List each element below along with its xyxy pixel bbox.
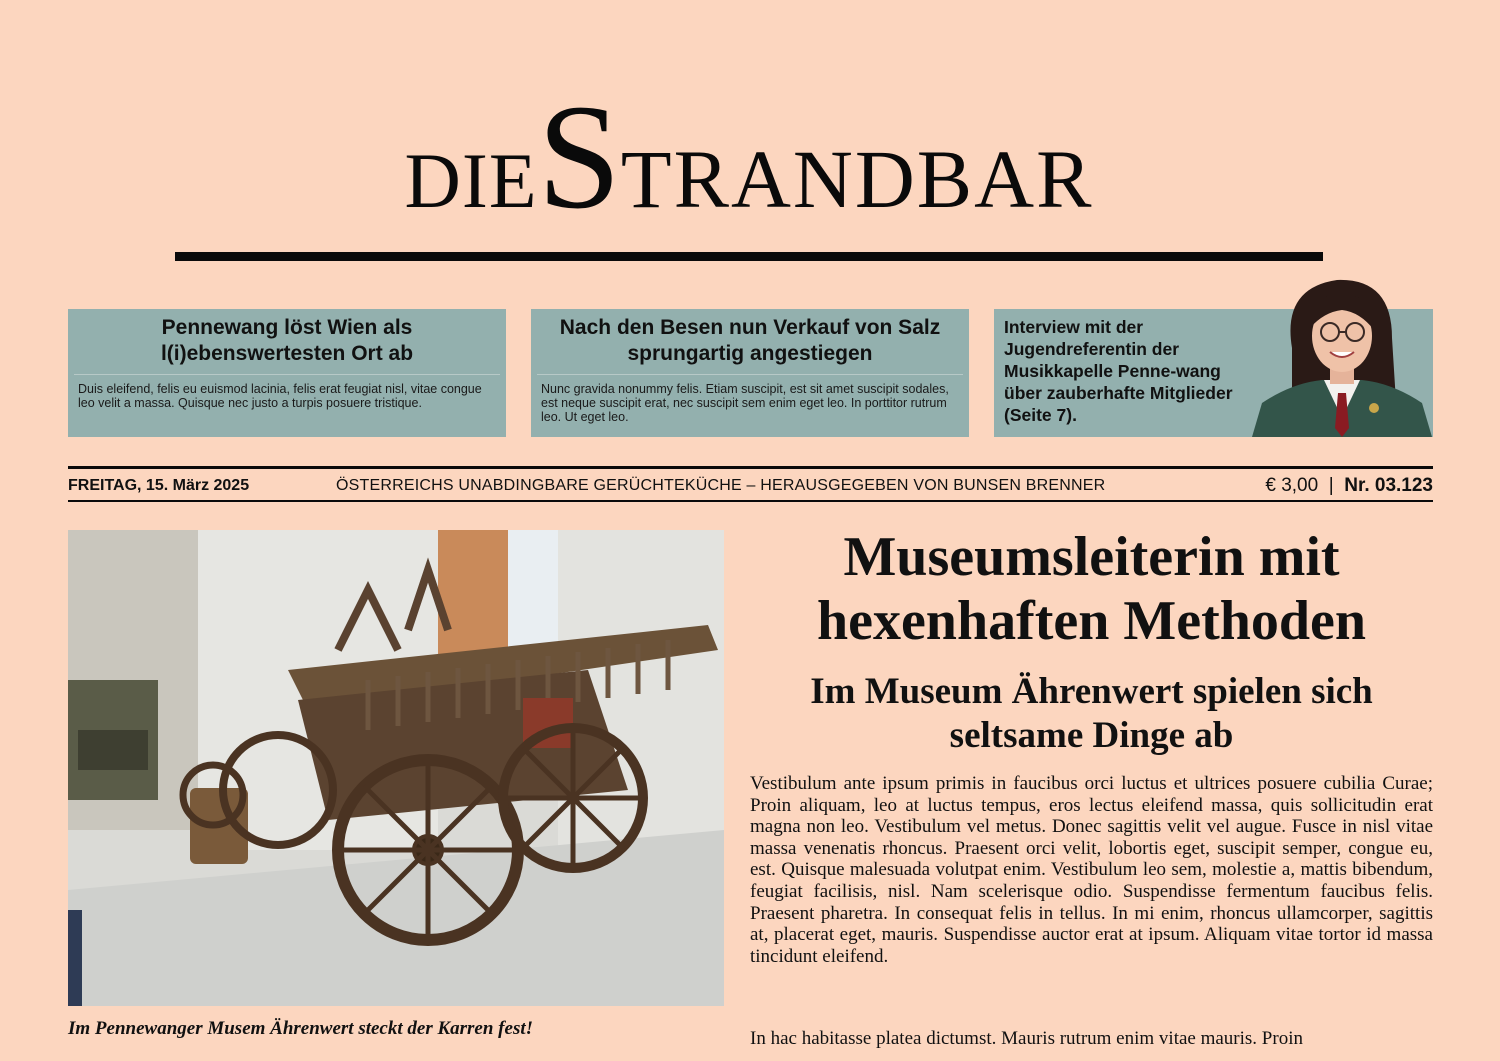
issue-date: FREITAG, 15. März 2025 <box>68 477 250 494</box>
masthead-part-3: trandbar <box>620 102 1094 233</box>
masthead-logo <box>175 74 1323 242</box>
teaser-1[interactable] <box>68 309 506 437</box>
price: € 3,00 <box>1265 475 1319 496</box>
teaser-1-title: Pennewang löst Wien als l(i)ebenswertesten Ort ab <box>74 309 500 375</box>
article-subhead: Im Museum Ährenwert spielen sich seltsame Dinge ab <box>810 671 1373 756</box>
infobar-top-rule <box>68 466 1433 469</box>
masthead-rule <box>175 252 1323 261</box>
article-headline: Museumsleiterin mit hexenhaften Methoden <box>816 526 1367 652</box>
teaser-3-title: Interview mit der Jugendreferentin der Musikkapelle Penne-wang über zauberhafte Mitglieder (Seite 7). <box>1004 317 1233 425</box>
infobar-bottom-rule <box>68 500 1433 502</box>
price-separator: | <box>1328 475 1334 496</box>
teaser-2-title: Nach den Besen nun Verkauf von Salz sprungartig angestiegen <box>537 309 963 375</box>
article-paragraph-1: Vestibulum ante ipsum primis in faucibus orci luctus et ultrices posuere cubilia Curae; Proin aliquam, leo at luctus tempus, eros lectus eleifend massa, quis sollicitudin erat magna non leo. Vestibulum vel metus. Donec sagittis velit vel augue. Fusce in nisl vitae massa venenatis rhoncus. Praesent orci velit, lobortis eget, suscipit semper, congue eu, est. Quisque malesuada volutpat enim. Vestibulum leo sem, molestie a, mattis bibendum, feugiat facilisis, nisl. Nam scelerisque odio. Suspendisse fermentum faucibus felis. Praesent pharetra. In consequat felis in tellus. In mi enim, rhoncus ullamcorper, sagittis at, placerat eget, mauris. Suspendisse auctor erat at ipsum. Aliquam vitae tortor id massa tincidunt eleifend. <box>750 773 1433 967</box>
teaser-2-text: Nunc gravida nonummy felis. Etiam suscipit, est sit amet suscipit sodales, est neque suscipit erat, nec suscipit sem enim eget leo. In porttitor rutrum leo. Ut eget leo. <box>541 382 949 424</box>
issue-number: Nr. 03.123 <box>1344 475 1433 496</box>
article-paragraph-2: In hac habitasse platea dictumst. Mauris rutrum enim vitae mauris. Proin <box>750 1028 1303 1049</box>
teaser-1-text: Duis eleifend, felis eu euismod lacinia, felis erat feugiat nisl, vitae congue leo velit a massa. Quisque nec justo a turpis posuere tristique. <box>78 382 482 410</box>
price-issue <box>1265 473 1433 499</box>
interview-portrait <box>1252 268 1432 437</box>
masthead-part-2: S <box>537 74 621 240</box>
teaser-2[interactable] <box>531 309 969 437</box>
photo-caption: Im Pennewanger Musem Ährenwert steckt der Karren fest! <box>68 1018 534 1039</box>
lead-photo <box>68 530 724 1006</box>
masthead-part-1: die <box>404 108 538 232</box>
tagline: ÖSTERREICHS UNABDINGBARE GERÜCHTEKÜCHE – HERAUSGEGEBEN VON BUNSEN BRENNER <box>336 477 1106 494</box>
infobar <box>68 473 1433 499</box>
